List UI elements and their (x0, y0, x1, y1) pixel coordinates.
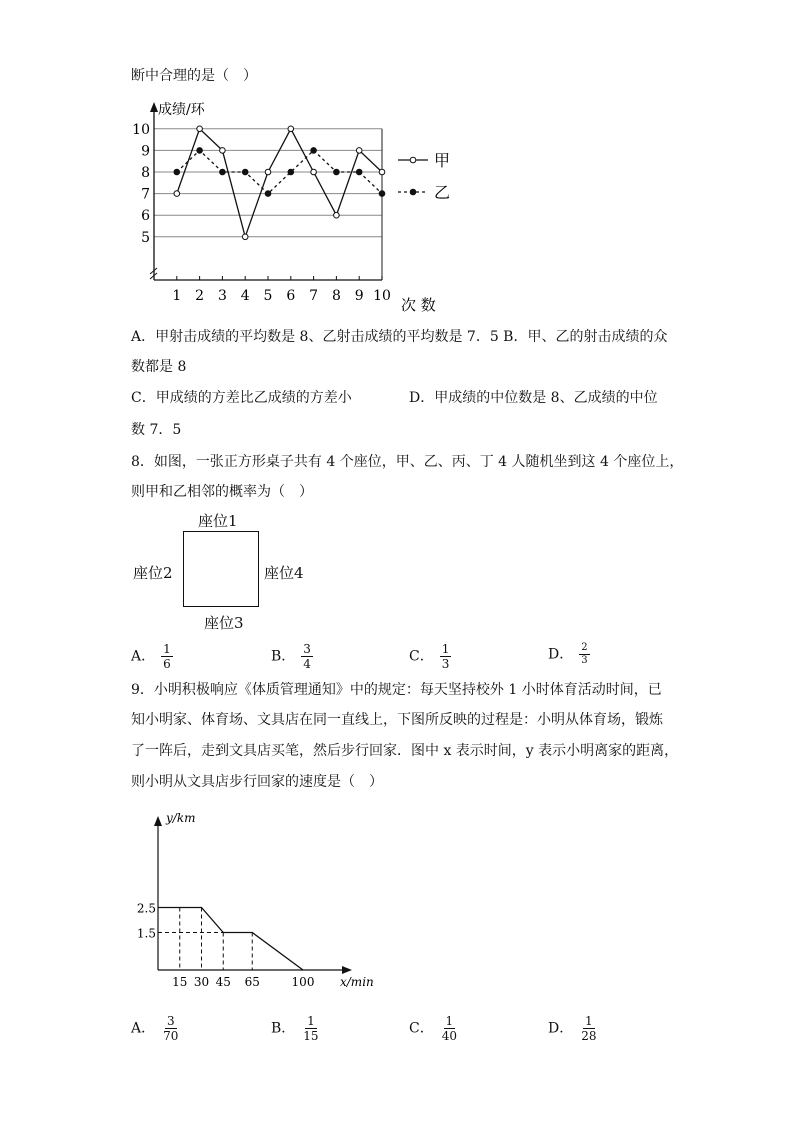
q8-option-d: D． $\frac{2}{3}$ (548, 642, 588, 666)
series-jia-point-5 (265, 169, 271, 175)
x-tick-label-3: 3 (217, 288, 227, 304)
series-yi-point-7 (311, 148, 317, 154)
q9-line4: 则小明从文具店步行回家的速度是（ ） (131, 774, 383, 790)
series-jia-point-1 (174, 191, 180, 197)
q9-line1: 9．小明积极响应《体质管理通知》中的规定：每天坚持校外 1 小时体育活动时间，已 (131, 682, 662, 698)
seat-2-label: 座位2 (133, 564, 173, 582)
x-tick-label-65: 65 (244, 975, 260, 989)
q8-option-c: C． $\frac{1}{3}$ (409, 642, 450, 671)
q9-option-d: D． $\frac{1}{28}$ (548, 1014, 597, 1043)
legend-marker-yi (410, 189, 416, 195)
series-yi-point-2 (197, 148, 203, 154)
q7-option-a-cont: 数都是 8 (131, 359, 187, 375)
y-tick-label-9: 9 (141, 143, 150, 160)
q9-line3: 了一阵后，走到文具店买笔，然后步行回家．图中 x 表示时间，y 表示小明离家的距离， (131, 743, 679, 759)
shooting-score-chart (132, 98, 470, 314)
y-axis-arrow (150, 102, 158, 112)
x-tick-label-2: 2 (195, 288, 205, 304)
x-tick-label-6: 6 (286, 288, 296, 304)
y-axis-arrow (154, 816, 162, 826)
seat-1-label: 座位1 (198, 512, 238, 530)
q8-option-a: A． $\frac{1}{6}$ (131, 642, 171, 671)
series-jia-point-10 (379, 169, 385, 175)
series-jia-point-3 (220, 148, 226, 154)
distance-time-graph (130, 810, 380, 990)
series-yi-point-3 (220, 169, 226, 175)
y-tick-label-5: 5 (141, 229, 150, 246)
chart2-ylabel: y/km (166, 811, 196, 825)
y-tick-label-7: 7 (141, 186, 150, 203)
series-jia-point-7 (311, 169, 317, 175)
legend-label-yi: 乙 (434, 183, 451, 202)
chart1-xlabel: 次 数 (401, 296, 436, 314)
series-yi-point-9 (356, 169, 362, 175)
series-yi-point-5 (265, 191, 271, 197)
q9-option-c: C． $\frac{1}{40}$ (409, 1014, 457, 1043)
y-tick-label-8: 8 (141, 165, 150, 181)
series-yi-point-4 (242, 169, 248, 175)
x-tick-label-8: 8 (331, 288, 341, 304)
series-jia-point-9 (356, 148, 362, 154)
series-jia-point-6 (288, 126, 294, 132)
x-tick-label-7: 7 (309, 288, 319, 304)
x-tick-label-1: 1 (172, 288, 182, 304)
series-jia-point-4 (242, 234, 248, 240)
y-tick-label-2.5: 2.5 (136, 901, 156, 916)
x-tick-label-9: 9 (354, 288, 364, 304)
q8-line1: 8．如图，一张正方形桌子共有 4 个座位，甲、乙、丙、丁 4 人随机坐到这 4 个座位上， (131, 454, 684, 470)
x-axis-arrow (342, 966, 352, 974)
series-yi-point-8 (334, 169, 340, 175)
series-yi-point-1 (174, 169, 180, 175)
y-tick-label-10: 10 (132, 121, 150, 138)
table-square (183, 531, 259, 607)
x-tick-label-15: 15 (172, 975, 188, 989)
q9-option-a: A． $\frac{3}{70}$ (131, 1014, 179, 1043)
q8-line2: 则甲和乙相邻的概率为（ ） (131, 484, 313, 500)
q7-lead: 断中合理的是（ ） (131, 68, 257, 84)
legend-marker-jia (410, 157, 416, 163)
legend-label-jia: 甲 (434, 151, 451, 170)
y-tick-label-1.5: 1.5 (136, 926, 156, 941)
seat-3-label: 座位3 (204, 614, 244, 632)
chart1-ylabel: 成绩/环 (158, 102, 205, 118)
q7-option-c: C．甲成绩的方差比乙成绩的方差小 (131, 390, 352, 406)
x-tick-label-30: 30 (193, 975, 210, 989)
series-jia-point-8 (334, 212, 340, 218)
y-tick-label-6: 6 (141, 208, 150, 225)
x-tick-label-5: 5 (263, 288, 273, 304)
series-yi-point-6 (288, 169, 294, 175)
chart2-xlabel: x/min (340, 975, 374, 989)
q7-option-d: D．甲成绩的中位数是 8、乙成绩的中位 (409, 390, 658, 406)
x-tick-label-100: 100 (291, 975, 315, 989)
q9-line2: 知小明家、体育场、文具店在同一直线上，下图所反映的过程是：小明从体育场，锻炼 (131, 712, 663, 728)
series-yi-point-10 (379, 191, 385, 197)
q9-option-b: B． $\frac{1}{15}$ (271, 1014, 319, 1043)
q8-option-b: B． $\frac{3}{4}$ (271, 642, 311, 671)
seat-4-label: 座位4 (264, 564, 304, 582)
q7-option-d-cont: 数 7．5 (131, 422, 182, 438)
x-tick-label-45: 45 (215, 975, 231, 989)
x-tick-label-10: 10 (373, 288, 391, 304)
q7-option-a: A．甲射击成绩的平均数是 8、乙射击成绩的平均数是 7．5 B．甲、乙的射击成绩的众 (131, 329, 668, 345)
x-tick-label-4: 4 (240, 288, 250, 304)
series-jia-point-2 (197, 126, 203, 132)
